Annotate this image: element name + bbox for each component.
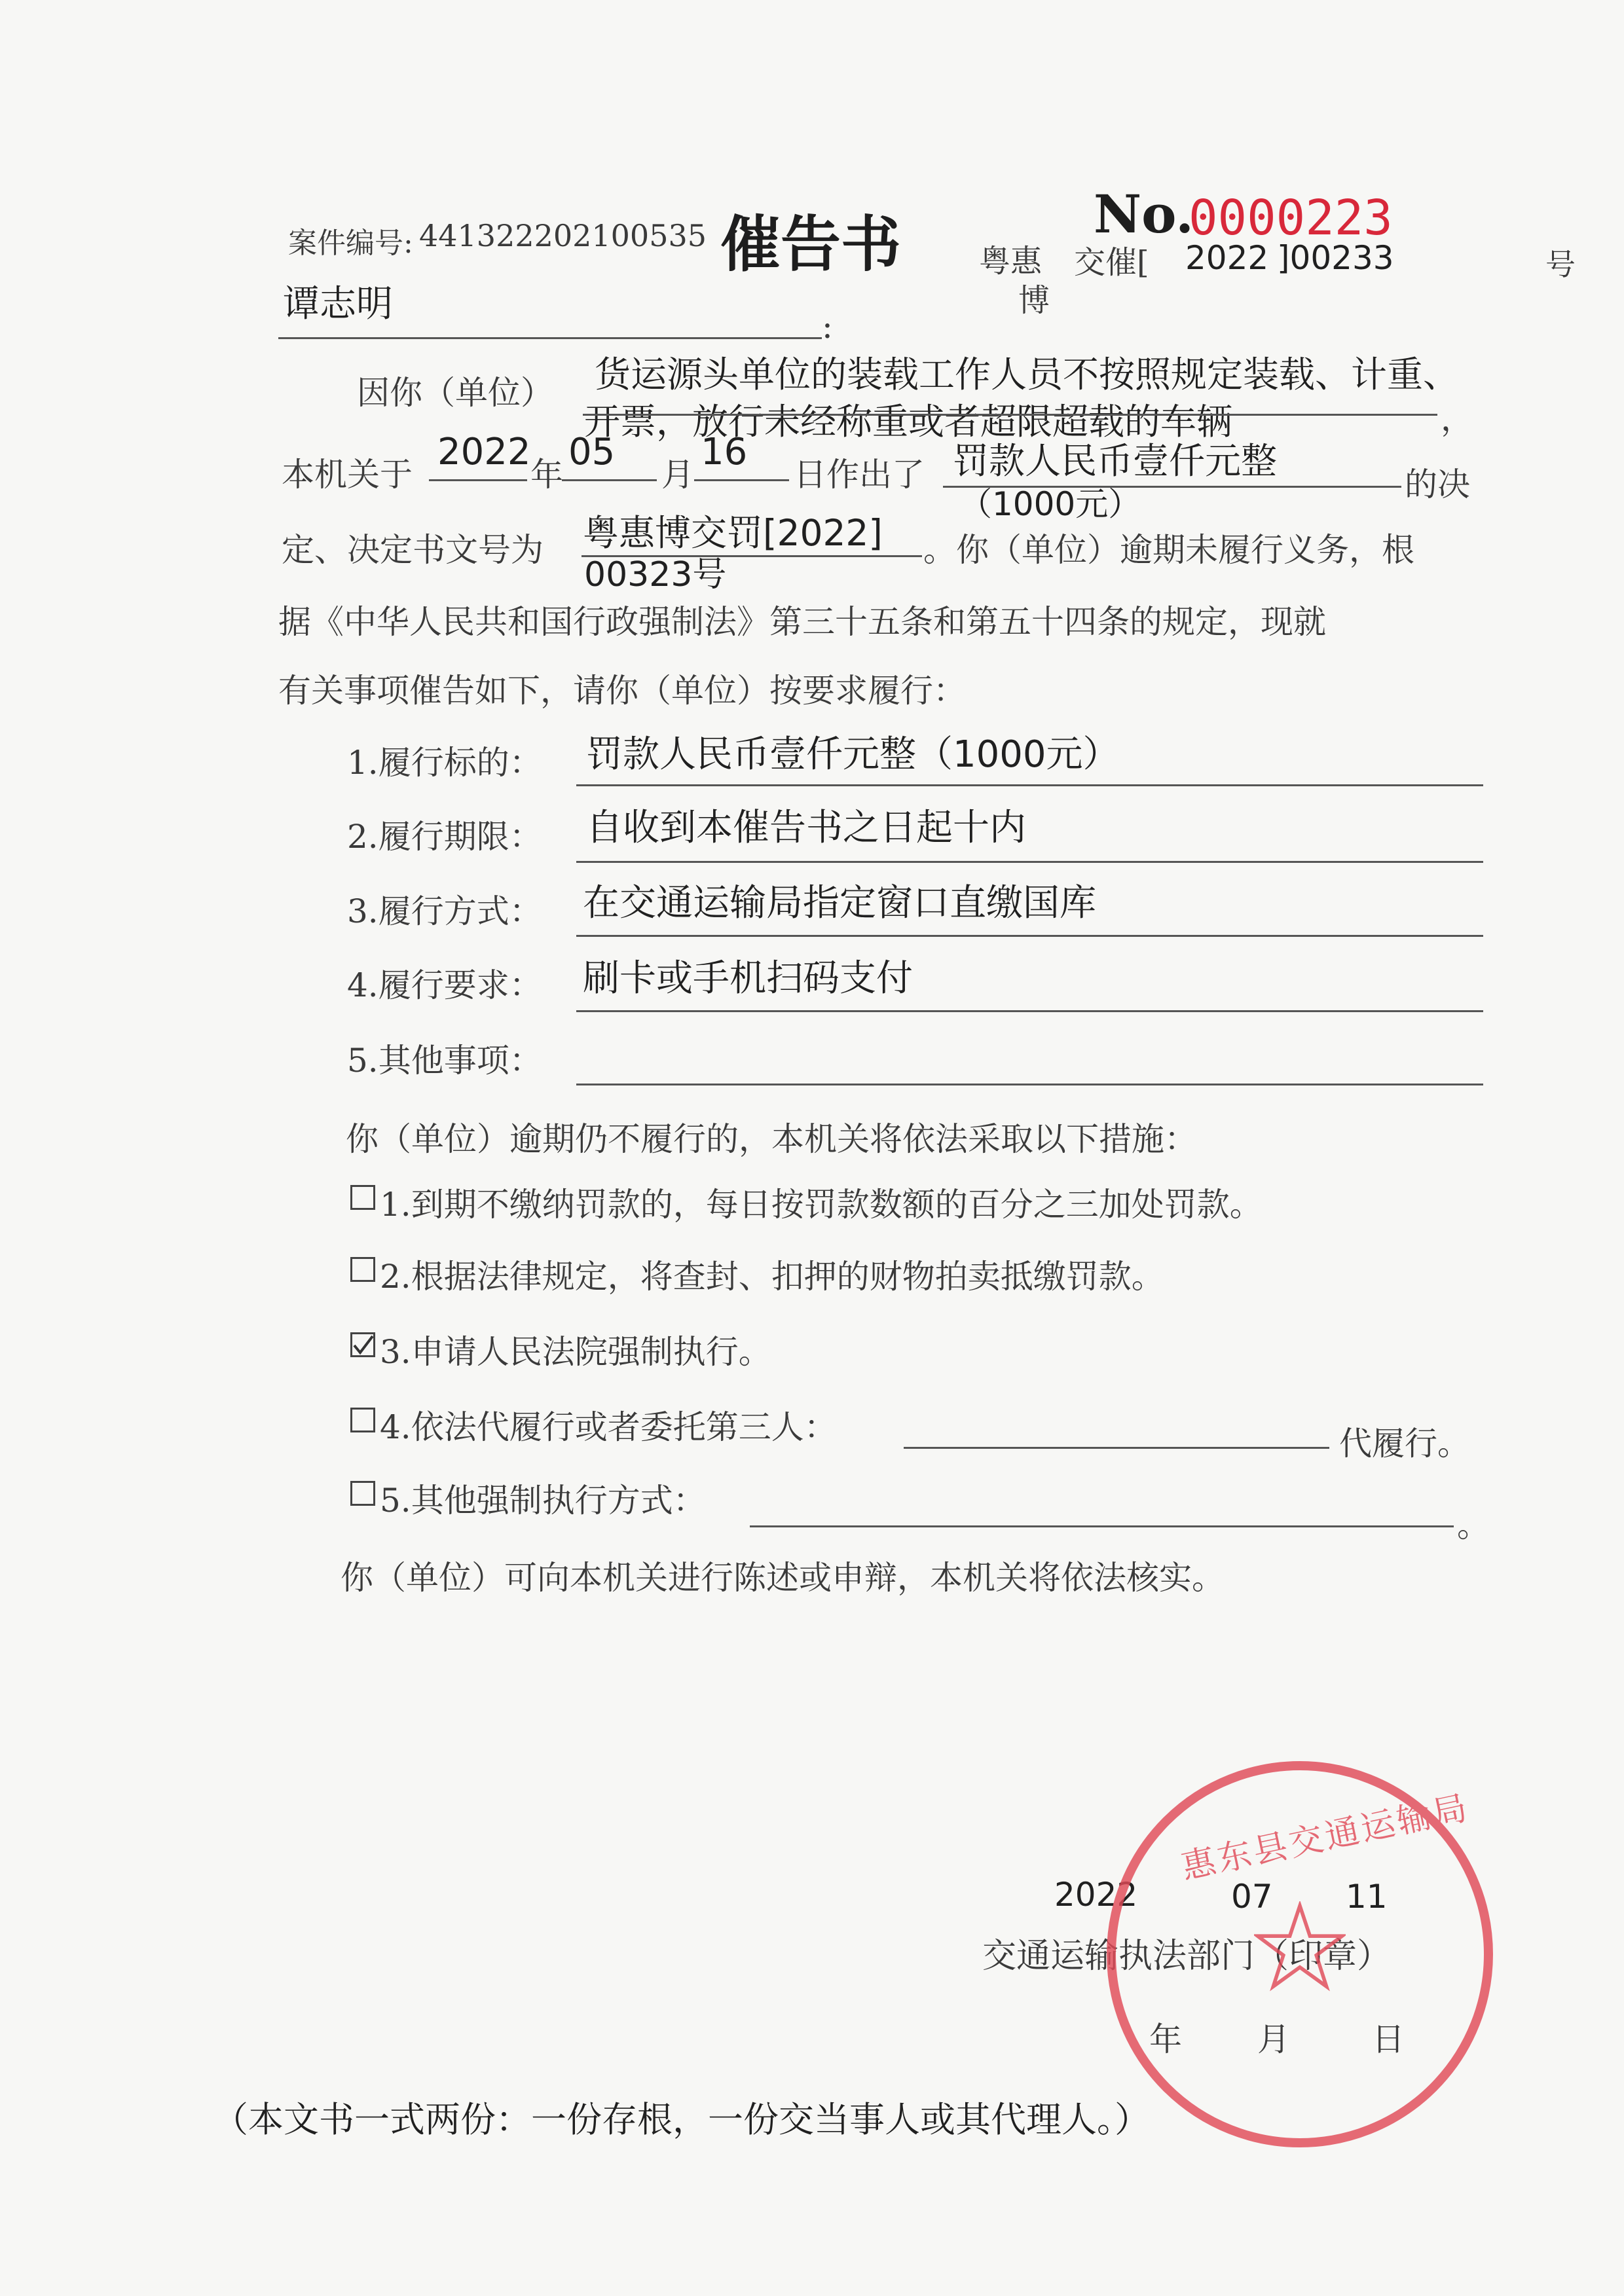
seal-text: 惠东县交通运输局 [1177, 1787, 1473, 1887]
recipient-colon: : [822, 308, 833, 346]
serial-number: 0000223 [1189, 190, 1393, 246]
month-underline [562, 479, 657, 481]
decision-day: 16 [701, 431, 748, 473]
decision-content-line-2: （1000元） [959, 485, 1141, 523]
serial-number-label: No. [1094, 183, 1194, 245]
case-number: 441322202100535 [419, 218, 707, 253]
decision-no-prefix: 定、决定书文号为 [282, 531, 544, 569]
measure-checkbox-checked[interactable] [350, 1332, 375, 1357]
item-label: 5.其他事项： [347, 1042, 542, 1080]
sign-date-year: 2022 [1054, 1876, 1138, 1914]
year-label: 年 [1149, 2020, 1182, 2058]
third-party-underline [904, 1447, 1329, 1449]
item-underline [576, 1010, 1483, 1012]
reason-end: ， [1441, 400, 1473, 438]
year-unit: 年 [530, 456, 563, 494]
reason-line-1: 货运源头单位的装载工作人员不按照规定装载、计重、 [595, 354, 1460, 395]
check-mark-icon [350, 1332, 375, 1357]
decision-month: 05 [568, 431, 616, 473]
item-underline [576, 935, 1483, 937]
item-underline [576, 861, 1483, 863]
measure-suffix: 代履行。 [1339, 1425, 1470, 1463]
recipient-name: 谭志明 [283, 283, 393, 325]
doc-suffix: 号 [1545, 247, 1576, 282]
decision-no-underline [581, 555, 922, 557]
sign-date-day: 11 [1346, 1878, 1388, 1916]
month-label: 月 [1257, 2020, 1290, 2058]
decision-suffix: 的决 [1405, 465, 1470, 503]
item-value: 罚款人民币壹仟元整（1000元） [586, 733, 1120, 776]
item-label: 1.履行标的： [347, 744, 542, 782]
doc-prefix-1: 粤惠 [979, 243, 1043, 280]
item-label: 3.履行方式： [347, 892, 542, 930]
item-label: 4.履行要求： [347, 966, 542, 1004]
doc-year: 2022 [1185, 239, 1269, 277]
decision-date-prefix: 本机关于 [282, 456, 413, 494]
intro-text: 因你（单位） [357, 374, 553, 412]
seal-star-icon [1254, 1901, 1346, 1993]
day-underline [694, 479, 789, 481]
measure-checkbox[interactable] [350, 1408, 375, 1432]
decision-content-line-1: 罚款人民币壹仟元整 [953, 440, 1278, 482]
item-value: 在交通运输局指定窗口直缴国库 [583, 882, 1096, 924]
measure-checkbox[interactable] [350, 1257, 375, 1282]
measure-text: 2.根据法律规定，将查封、扣押的财物拍卖抵缴罚款。 [380, 1258, 1164, 1296]
sign-date-month: 07 [1231, 1878, 1273, 1916]
reason-underline [583, 414, 1437, 416]
doc-middle: 交催[ [1074, 244, 1149, 281]
doc-close: ]00233 [1277, 239, 1394, 277]
day-unit: 日作出了 [794, 456, 925, 494]
measure-text: 3.申请人民法院强制执行。 [380, 1333, 771, 1371]
other-method-underline [750, 1525, 1454, 1527]
request-line: 有关事项催告如下，请你（单位）按要求履行： [278, 672, 966, 710]
decision-no-line-2: 00323号 [584, 555, 727, 594]
item-label: 2.履行期限： [347, 818, 542, 856]
year-underline [429, 479, 527, 481]
measure-checkbox[interactable] [350, 1185, 375, 1210]
legal-basis-line: 据《中华人民共和国行政强制法》第三十五条和第五十四条的规定，现就 [278, 603, 1326, 641]
statement-text: 你（单位）可向本机关进行陈述或申辩，本机关将依法核实。 [341, 1559, 1225, 1597]
reason-line-2: 开票，放行未经称重或者超限超载的车辆 [584, 401, 1233, 443]
item-underline [576, 1084, 1483, 1085]
decision-year: 2022 [437, 431, 531, 473]
case-number-label: 案件编号: [288, 227, 413, 260]
decision-no-line-1: 粤惠博交罚[2022] [583, 512, 883, 554]
doc-prefix-2: 博 [1018, 282, 1050, 319]
official-seal [1107, 1761, 1493, 2147]
department-label: 交通运输执法部门（印章） [982, 1937, 1392, 1976]
measure-checkbox[interactable] [350, 1481, 375, 1506]
measure-text: 4.依法代履行或者委托第三人： [380, 1408, 837, 1446]
measure-text: 1.到期不缴纳罚款的，每日按罚款数额的百分之三加处罚款。 [380, 1186, 1263, 1224]
decision-no-suffix: 。你（单位）逾期未履行义务，根 [923, 531, 1414, 569]
recipient-underline [278, 337, 822, 339]
measures-intro: 你（单位）逾期仍不履行的，本机关将依法采取以下措施： [346, 1120, 1197, 1158]
item-value: 刷卡或手机扫码支付 [583, 957, 913, 1000]
item-underline [576, 784, 1483, 786]
item-value: 自收到本催告书之日起十内 [586, 807, 1026, 849]
measure-suffix: 。 [1457, 1506, 1490, 1544]
measure-text: 5.其他强制执行方式： [380, 1482, 706, 1520]
footer-note: （本文书一式两份：一份存根，一份交当事人或其代理人。） [213, 2099, 1150, 2140]
month-unit: 月 [661, 456, 694, 494]
day-label: 日 [1372, 2020, 1405, 2058]
document-title: 催告书 [720, 209, 902, 280]
decision-underline [943, 486, 1401, 488]
